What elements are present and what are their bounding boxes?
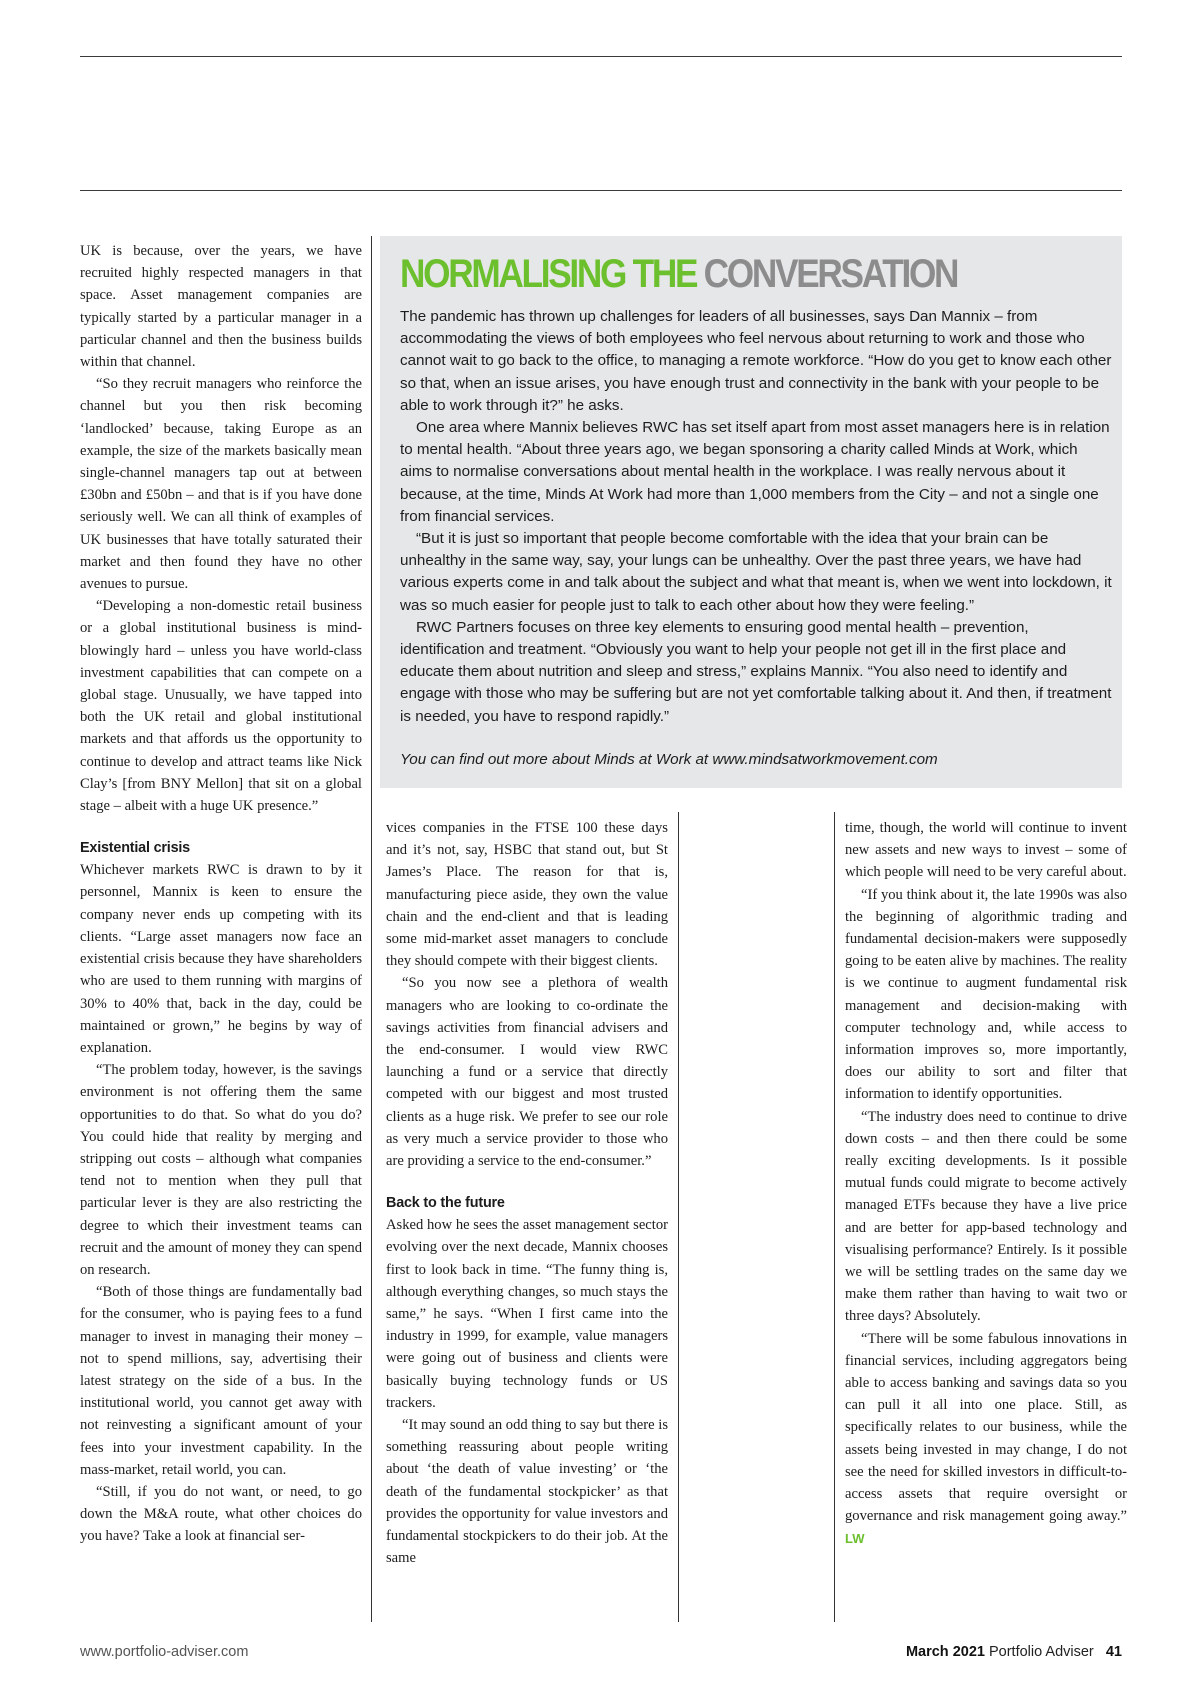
sidebar-title [400,250,957,298]
paragraph: UK is because, over the years, we have recruited highly respected managers in that space. Asset management companies are typically started by a particular manager in a particular channel and then the business builds within that channel. [80,243,362,371]
footer-website: www.portfolio-adviser.com [80,1644,249,1660]
column-divider [834,812,835,1622]
footer-issue [906,1644,1122,1660]
column-divider [678,812,679,1622]
paragraph: “Both of those things are fundamentally bad for the consumer, who is paying fees to a fund manager to invest in managing their money – not to spend millions, say, advertising their latest strategy on the side of a bus. In the institutional world, you cannot get away with not reinvesting a significant amount of your fees into your investment capability. In the mass-market, retail world, you can. [80,1284,362,1478]
paragraph-text: “There will be some fabulous innovations in financial services, including aggregators being able to access banking and savings data so you can pull it all into one place. Still, as specifically relates to our business, while the assets being invested in may change, I do not see the need for skilled investors in difficult-to-access assets that require oversight or governance and risk management going away.” [845,1330,1127,1525]
column-left [80,240,362,1548]
paragraph: One area where Mannix believes RWC has set itself apart from most asset managers here is in relation to mental health. “About three years ago, we began sponsoring a charity called Minds at Work, which aims to normalise conversations about mental health in the workplace. I was really nervous about it because, at the time, Minds At Work had more than 1,000 members from the City – and not a single one from financial services. [400,419,1110,525]
sidebar-title-green: NORMALISING THE [400,252,697,296]
author-signoff: LW [845,1530,865,1546]
paragraph: “If you think about it, the late 1990s was also the beginning of algorithmic trading and fundamental decision-makers were supposedly going to be eaten alive by machines. The reality is we continue to augment fundamental risk management and decision-making with computer technology and, while access to information improves so, more importantly, does our ability to sort and filter that information to identify opportunities. [845,886,1127,1103]
paragraph: “But it is just so important that people become comfortable with the idea that your brain can be unhealthy in the same way, say, your lungs can be unhealthy. Over the past three years, we have had various experts come in and talk about the subject and what that meant is, when we went into lockdown, it was so much easier for people just to talk to each other about how they were feeling.” [400,530,1112,614]
paragraph: “It may sound an odd thing to say but there is something reassuring about people writing about ‘the death of value investing’ or ‘the death of the fundamental stockpicker’ as that provides the opportunity for value investors and fundamental stockpickers to do their job. At the same [386,1417,668,1567]
issue-date: March 2021 [905,1644,985,1660]
paragraph: “The problem today, however, is the savings environment is not offering them the same opportunities to do that. So what do you do? You could hide that reality by merging and stripping out costs – although what companies tend not to mention when they pull that particular lever is they are also restricting the degree to which their investment teams can recruit and the amount of money they can spend on research. [80,1062,362,1278]
paragraph: The pandemic has thrown up challenges for leaders of all businesses, says Dan Mannix – from accommodating the views of both employees who feel nervous about returning to work and those who cannot wait to go back to the office, to managing a remote workforce. “How do you get to know each other so that, when an issue arises, you have enough trust and connectivity in the bank with your people to be able to work through it?” he asks. [400,308,1112,414]
paragraph: “Developing a non-domestic retail business or a global institutional business is mind-blowingly hard – unless you have world-class investment capabilities that can compete on a global stage. Unusually, we have tapped into both the UK retail and global institutional markets and that affords us the opportunity to continue to develop and attract teams like Nick Clay’s [from BNY Mellon] that sit on a global stage – albeit with a huge UK presence.” [80,598,362,815]
section-heading-back-to-the-future: Back to the future [386,1195,505,1212]
column-middle [386,817,668,1570]
sidebar-note: You can find out more about Minds at Work at www.mindsatworkmovement.com [400,750,938,768]
paragraph: “Still, if you do not want, or need, to go down the M&A route, what other choices do you have? Take a look at financial ser- [80,1483,362,1545]
section-heading-existential-crisis: Existential crisis [80,840,190,857]
header-rule [80,190,1122,191]
sidebar-title-grey: CONVERSATION [703,252,958,296]
paragraph: vices companies in the FTSE 100 these days and it’s not, say, HSBC that stand out, but St James’s Place. The reason for that is, manufacturing piece aside, they own the value chain and the end-client and that is leading some mid-market asset managers to conclude they should compete with their biggest clients. [386,820,668,970]
paragraph: “So you now see a plethora of wealth managers who are looking to co-ordinate the savings activities from financial advisers and the end-consumer. I would view RWC launching a fund or a service that directly competed with our biggest and most trusted clients as a huge risk. We prefer to see our role as very much a service provider to those who are providing a service to the end-consumer.” [386,975,668,1170]
paragraph: time, though, the world will continue to invent new assets and new ways to invest – some of which people will need to be very careful about. [845,820,1127,881]
top-rule [80,56,1122,57]
column-right [845,817,1127,1550]
paragraph [845,1328,1127,1550]
paragraph: “The industry does need to continue to drive down costs – and then there could be some really exciting developments. Is it possible mutual funds could migrate to become actively managed ETFs because they have a live price and are better for app-based technology and visualising performance? Entirely. Is it possible we will be settling trades on the same day we make them rather than having to wait two or three days? Absolutely. [845,1108,1127,1325]
sidebar-box [380,236,1122,788]
paragraph: “So they recruit managers who reinforce the channel but you then risk becoming ‘landlocked’ because, taking Europe as an example, the size of the markets basically mean single-channel managers tap out at between £30bn and £50bn – and that is if you have done seriously well. We can all think of examples of UK businesses that have totally saturated their market and then found they have no other avenues to pursue. [80,376,362,593]
paragraph: RWC Partners focuses on three key elements to ensuring good mental health – prevention, identification and treatment. “Obviously you want to help your people not get ill in the first place and educate them about nutrition and sleep and stress,” explains Mannix. “You also need to identify and engage with those who may be suffering but are not yet comfortable talking about it. And then, if treatment is needed, you have to respond rapidly.” [400,618,1112,725]
magazine-name: Portfolio Adviser [988,1644,1094,1660]
paragraph: Whichever markets RWC is drawn to by it personnel, Mannix is keen to ensure the company never ends up competing with its clients. “Large asset managers now face an existential crisis because they have shareholders who are used to them running with margins of 30% to 40% that, back in the day, could be maintained or grown,” he begins by way of explanation. [80,862,362,1056]
page-number: 41 [1105,1644,1122,1660]
column-divider [371,236,372,1622]
sidebar-body [400,306,1112,771]
paragraph: Asked how he sees the asset management sector evolving over the next decade, Mannix chooses first to look back in time. “The funny thing is, although everything changes, so much stays the same,” he says. “When I first came into the industry in 1999, for example, value managers were going out of business and clients were basically buying technology funds or US trackers. [386,1217,668,1411]
